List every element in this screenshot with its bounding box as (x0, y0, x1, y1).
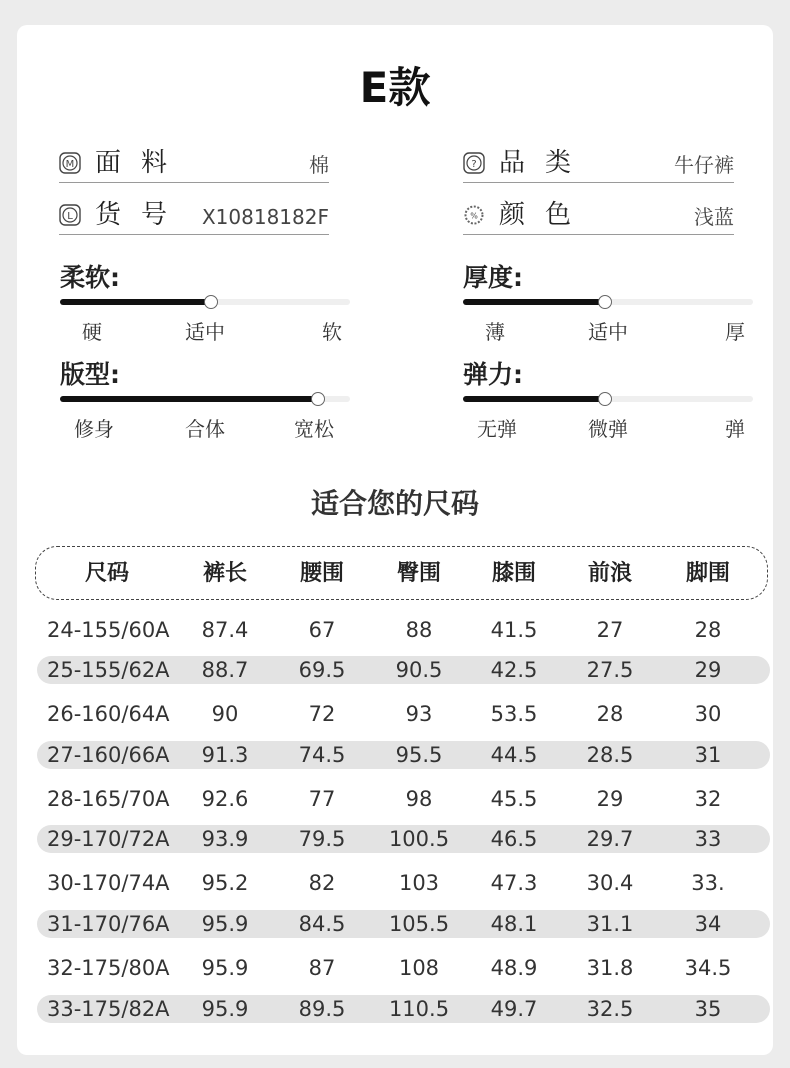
table-cell: 33-175/82A (47, 997, 170, 1021)
table-cell: 67 (308, 618, 336, 642)
table-row (37, 869, 770, 897)
attr-item-no (59, 198, 329, 235)
table-cell: 45.5 (490, 787, 538, 811)
slider-thickness-knob (598, 295, 612, 309)
table-cell: 93 (405, 702, 433, 726)
table-row (37, 700, 770, 728)
table-cell: 53.5 (490, 702, 538, 726)
tick-label: 硬 (82, 320, 102, 344)
table-cell: 33 (694, 827, 722, 851)
table-cell: 90.5 (395, 658, 443, 682)
tick-label: 适中 (588, 320, 628, 344)
table-cell: 29 (694, 658, 722, 682)
table-cell: 82 (308, 871, 336, 895)
table-cell: 24-155/60A (47, 618, 170, 642)
table-row (37, 656, 770, 684)
tick-label: 宽松 (294, 417, 334, 441)
table-cell: 28 (694, 618, 722, 642)
table-cell: 95.9 (201, 997, 249, 1021)
attr-item-no-value: X10818182F (201, 205, 329, 229)
table-cell: 27-160/66A (47, 743, 170, 767)
table-cell: 87.4 (201, 618, 249, 642)
table-cell: 95.9 (201, 912, 249, 936)
attr-color (463, 198, 734, 235)
svg-text:?: ? (471, 159, 477, 170)
page-title: E款 (359, 63, 431, 112)
attr-fabric (59, 146, 329, 183)
table-cell: 89.5 (298, 997, 346, 1021)
table-cell: 95.2 (201, 871, 249, 895)
table-cell: 88 (405, 618, 433, 642)
table-cell: 32-175/80A (47, 956, 170, 980)
tick-label: 无弹 (477, 417, 517, 441)
table-cell: 84.5 (298, 912, 346, 936)
table-cell: 31-170/76A (47, 912, 170, 936)
table-cell: 48.1 (490, 912, 538, 936)
table-cell: 69.5 (298, 658, 346, 682)
slider-fit-fill (60, 396, 318, 402)
slider-thickness-fill (463, 299, 605, 305)
tick-label: 修身 (74, 417, 114, 441)
table-cell: 47.3 (490, 871, 538, 895)
table-header-cell: 前浪 (587, 561, 632, 586)
attr-color-label: 颜色 (499, 200, 592, 230)
table-cell: 34.5 (684, 956, 732, 980)
table-row (37, 995, 770, 1023)
tick-label: 适中 (185, 320, 225, 344)
table-cell: 91.3 (201, 743, 249, 767)
table-cell: 28-165/70A (47, 787, 170, 811)
attr-category (463, 146, 734, 183)
table-cell: 30-170/74A (47, 871, 170, 895)
table-cell: 87 (308, 956, 336, 980)
table-cell: 35 (694, 997, 722, 1021)
table-cell: 29 (596, 787, 624, 811)
svg-text:%: % (470, 211, 478, 221)
table-cell: 90 (211, 702, 239, 726)
slider-fit-title: 版型: (60, 360, 120, 389)
table-cell: 88.7 (201, 658, 249, 682)
slider-elasticity-title: 弹力: (463, 360, 523, 389)
table-header-cell: 尺码 (84, 561, 129, 586)
table-row (37, 910, 770, 938)
table-cell: 93.9 (201, 827, 249, 851)
slider-elasticity-knob (598, 392, 612, 406)
table-cell: 95.5 (395, 743, 443, 767)
table-cell: 27.5 (586, 658, 634, 682)
attr-category-label: 品类 (499, 148, 592, 178)
table-cell: 41.5 (490, 618, 538, 642)
table-cell: 74.5 (298, 743, 346, 767)
slider-softness-track (60, 299, 350, 305)
tick-label: 微弹 (588, 417, 628, 441)
table-cell: 29.7 (586, 827, 634, 851)
table-cell: 28 (596, 702, 624, 726)
color-dial-icon (463, 204, 485, 226)
table-cell: 103 (398, 871, 440, 895)
tick-label: 弹 (725, 417, 745, 441)
table-cell: 92.6 (201, 787, 249, 811)
slider-thickness-track (463, 299, 753, 305)
slider-thickness-title: 厚度: (463, 263, 523, 292)
table-cell: 33. (691, 871, 725, 895)
l-square-icon (59, 204, 81, 226)
table-row (37, 785, 770, 813)
tick-label: 合体 (185, 417, 225, 441)
attr-item-no-label: 货号 (95, 200, 188, 230)
table-cell: 30 (694, 702, 722, 726)
slider-elasticity-track (463, 396, 753, 402)
table-row (37, 954, 770, 982)
table-cell: 31.1 (586, 912, 634, 936)
svg-text:L: L (67, 211, 73, 222)
size-section-title: 适合您的尺码 (310, 487, 479, 520)
table-header-cell: 腰围 (299, 561, 344, 586)
table-cell: 98 (405, 787, 433, 811)
table-cell: 49.7 (490, 997, 538, 1021)
attr-fabric-label: 面料 (95, 148, 188, 178)
table-cell: 105.5 (388, 912, 450, 936)
table-cell: 34 (694, 912, 722, 936)
table-cell: 42.5 (490, 658, 538, 682)
table-cell: 26-160/64A (47, 702, 170, 726)
table-cell: 79.5 (298, 827, 346, 851)
table-cell: 108 (398, 956, 440, 980)
slider-elasticity-fill (463, 396, 605, 402)
slider-softness-knob (204, 295, 218, 309)
table-cell: 100.5 (388, 827, 450, 851)
table-header-cell: 裤长 (202, 561, 247, 586)
table-cell: 44.5 (490, 743, 538, 767)
m-circle-icon (59, 152, 81, 174)
table-cell: 48.9 (490, 956, 538, 980)
table-cell: 28.5 (586, 743, 634, 767)
table-row (37, 741, 770, 769)
table-cell: 27 (596, 618, 624, 642)
slider-fit-track (60, 396, 350, 402)
table-cell: 95.9 (201, 956, 249, 980)
table-header-cell: 臀围 (396, 561, 441, 586)
table-cell: 29-170/72A (47, 827, 170, 851)
table-row (37, 825, 770, 853)
table-cell: 30.4 (586, 871, 634, 895)
tick-label: 软 (322, 320, 342, 344)
table-cell: 31 (694, 743, 722, 767)
table-cell: 110.5 (388, 997, 450, 1021)
table-cell: 72 (308, 702, 336, 726)
tick-label: 薄 (485, 320, 505, 344)
tick-label: 厚 (725, 320, 745, 344)
table-header-cell: 膝围 (491, 561, 536, 586)
table-row (37, 616, 770, 644)
attr-category-value: 牛仔裤 (674, 153, 734, 177)
slider-fit-knob (311, 392, 325, 406)
table-cell: 32 (694, 787, 722, 811)
slider-softness-fill (60, 299, 211, 305)
table-cell: 46.5 (490, 827, 538, 851)
question-icon (463, 152, 485, 174)
table-cell: 31.8 (586, 956, 634, 980)
svg-text:M: M (65, 159, 75, 170)
attr-color-value: 浅蓝 (694, 205, 734, 229)
table-cell: 25-155/62A (47, 658, 170, 682)
table-cell: 32.5 (586, 997, 634, 1021)
attr-fabric-value: 棉 (309, 153, 329, 177)
table-header-cell: 脚围 (685, 561, 730, 586)
slider-softness-title: 柔软: (60, 263, 120, 292)
table-cell: 77 (308, 787, 336, 811)
